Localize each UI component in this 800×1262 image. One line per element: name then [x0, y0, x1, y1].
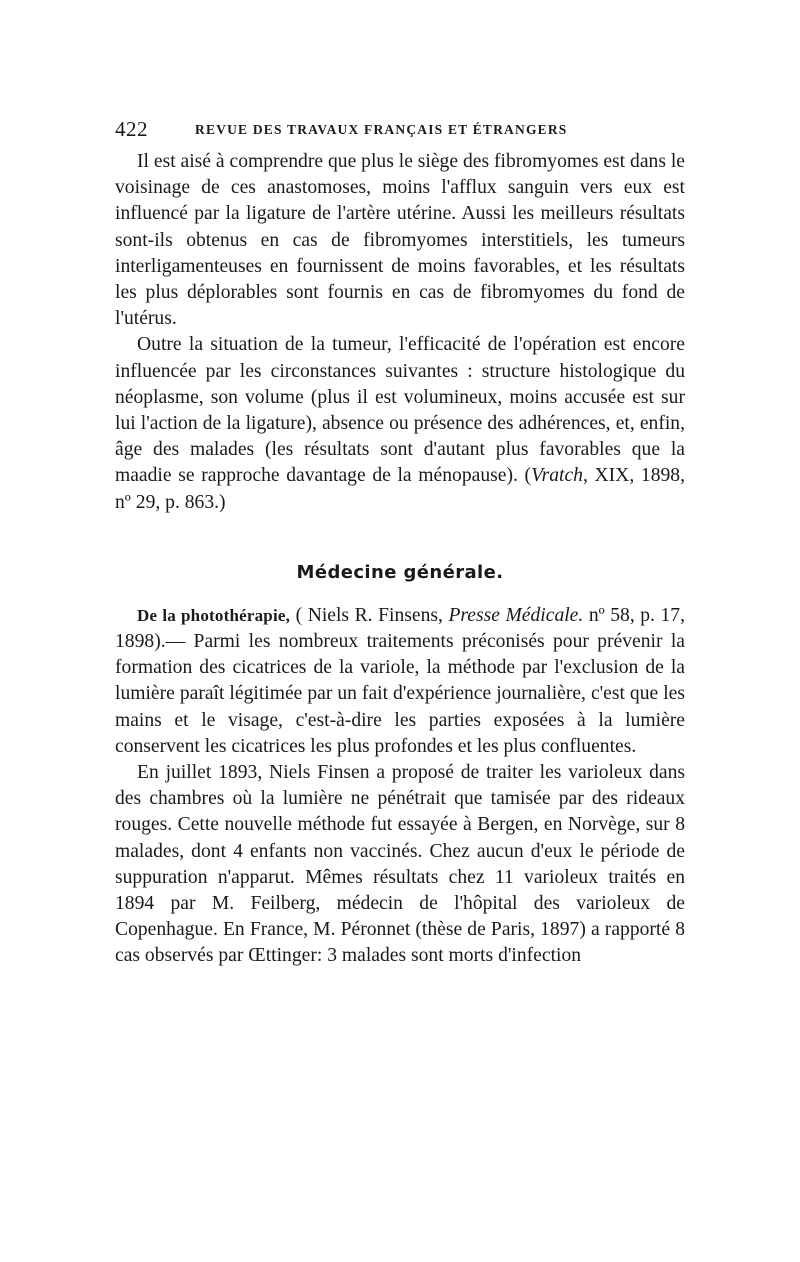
article-author: ( Niels R. Finsens, — [290, 604, 449, 626]
paragraph-tumor-factors-text: Outre la situation de la tumeur, l'efficacité de l'opération est encore influencée par les circonstances suivantes : structure histologique du néoplasme, son volume (plus il est volumineux, moins accusée est sur lui l'action de la ligature), absence ou présence des adhérences, et, enfin, âge des malades (les résultats sont d'autant plus favorables que la maadie se rapproche davantage de la ménopause). ( — [115, 334, 685, 487]
section-title: Médecine générale. — [296, 561, 504, 583]
article-phototherapy — [115, 603, 685, 760]
page — [115, 117, 685, 970]
paragraph-finsen-trials: En juillet 1893, Niels Finsen a proposé de traiter les varioleux dans des chambres où la lumière ne pénétrait que tamisée par des rideaux rouges. Cette nouvelle méthode fut essayée à Bergen, en Norvège, sur 8 malades, dont 4 enfants non vaccinés. Chez aucun d'eux le période de suppuration n'apparut. Mêmes résultats chez 11 varioleux traités en 1894 par M. Feilberg, médecin de l'hôpital des varioleux de Copenhague. En France, M. Péronnet (thèse de Paris, 1897) a rapporté 8 cas observés par Œttinger: 3 malades sont morts d'infection — [115, 762, 685, 967]
article-body: nº 58, p. 17, 1898).— Parmi les nombreux traitements préconisés pour prévenir la formation des cicatrices de la variole, la méthode par l'exclusion de la lumière paraît légitimée par un fait d'expérience journalière, c'est que les mains et le visage, c'est-à-dire les parties exposées à la lumière conservent les cicatrices les plus profondes et les plus confluentes. — [115, 604, 685, 757]
article-source-journal: Presse Médicale. — [448, 604, 584, 626]
journal-title: REVUE DES TRAVAUX FRANÇAIS ET ÉTRANGERS — [195, 122, 568, 137]
paragraph-tumor-factors — [115, 332, 685, 515]
page-number: 422 — [115, 117, 148, 141]
article-title: De la photothérapie, — [137, 605, 291, 625]
source-journal-vratch: Vratch — [531, 465, 583, 487]
paragraph-fibromyomes: Il est aisé à comprendre que plus le siège des fibromyomes est dans le voisinage de ces anastomoses, moins l'afflux sanguin vers eux est influencé par la ligature de l'artère utérine. Aussi les meilleurs résultats sont-ils obtenus en cas de fibromyomes interstitiels, les tumeurs interligamenteuses en fournissent de moins favorables, et les résultats les plus déplorables sont fournis en cas de fibromyomes du fond de l'utérus. — [115, 151, 685, 330]
source-citation: , XIX, 1898, nº 29, p. 863.) — [115, 465, 685, 513]
running-head — [115, 117, 685, 145]
